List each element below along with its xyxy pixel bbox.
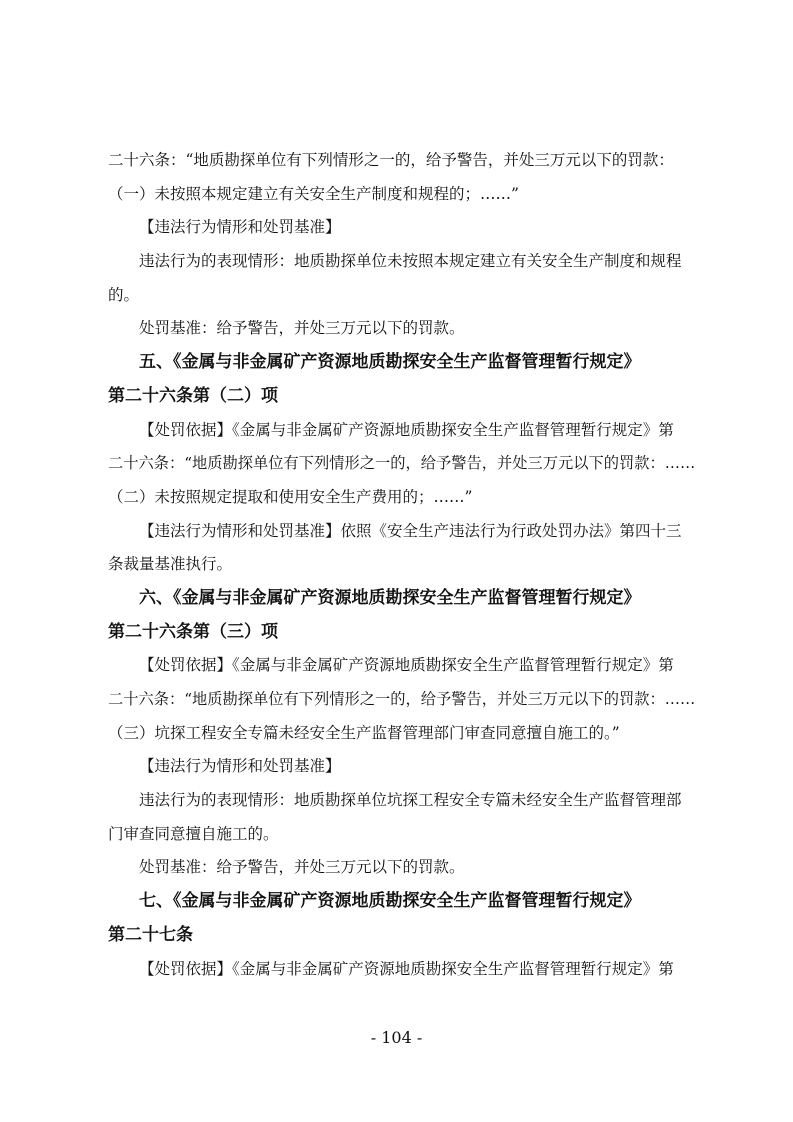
body-line: 【处罚依据】《金属与非金属矿产资源地质勘探安全生产监督管理暂行规定》第	[139, 656, 674, 675]
body-line: 处罚基准：给予警告，并处三万元以下的罚款。	[139, 858, 465, 877]
body-line: 【违法行为情形和处罚基准】依照《安全生产违法行为行政处罚办法》第四十三	[139, 521, 682, 540]
body-line: 【处罚依据】《金属与非金属矿产资源地质勘探安全生产监督管理暂行规定》第	[139, 959, 674, 978]
body-line: （二）未按照规定提取和使用安全生产费用的；……”	[108, 487, 473, 506]
body-line: 违法行为的表现情形：地质勘探单位坑探工程安全专篇未经安全生产监督管理部	[139, 791, 682, 810]
body-line: 处罚基准：给予警告，并处三万元以下的罚款。	[139, 319, 465, 338]
section-heading: 第二十六条第（二）项	[108, 385, 278, 406]
body-line: （一）未按照本规定建立有关安全生产制度和规程的；……”	[108, 184, 519, 203]
section-heading: 七、《金属与非金属矿产资源地质勘探安全生产监督管理暂行规定》	[139, 891, 641, 912]
body-line: 条裁量基准执行。	[108, 555, 233, 574]
section-heading: 六、《金属与非金属矿产资源地质勘探安全生产监督管理暂行规定》	[139, 587, 641, 608]
page-body	[108, 144, 698, 986]
section-heading: 五、《金属与非金属矿产资源地质勘探安全生产监督管理暂行规定》	[139, 352, 641, 373]
section-heading: 第二十六条第（三）项	[108, 621, 278, 642]
body-line: （三）坑探工程安全专篇未经安全生产监督管理部门审查同意擅自施工的。”	[108, 723, 620, 742]
body-line: 门审查同意擅自施工的。	[108, 824, 279, 843]
body-line: 违法行为的表现情形：地质勘探单位未按照本规定建立有关安全生产制度和规程	[139, 252, 682, 271]
page-number: - 104 -	[370, 1028, 423, 1047]
body-line: 的。	[108, 285, 140, 304]
section-subheading: 【违法行为情形和处罚基准】	[139, 757, 341, 776]
section-heading: 第二十七条	[108, 924, 193, 945]
body-line: 二十六条：“地质勘探单位有下列情形之一的，给予警告，并处三万元以下的罚款：	[108, 151, 674, 169]
body-line: 二十六条：“地质勘探单位有下列情形之一的，给予警告，并处三万元以下的罚款：……	[108, 454, 696, 473]
body-line: 【处罚依据】《金属与非金属矿产资源地质勘探安全生产监督管理暂行规定》第	[139, 420, 674, 439]
body-line: 二十六条：“地质勘探单位有下列情形之一的，给予警告，并处三万元以下的罚款：……	[108, 690, 696, 708]
section-subheading: 【违法行为情形和处罚基准】	[139, 218, 341, 237]
